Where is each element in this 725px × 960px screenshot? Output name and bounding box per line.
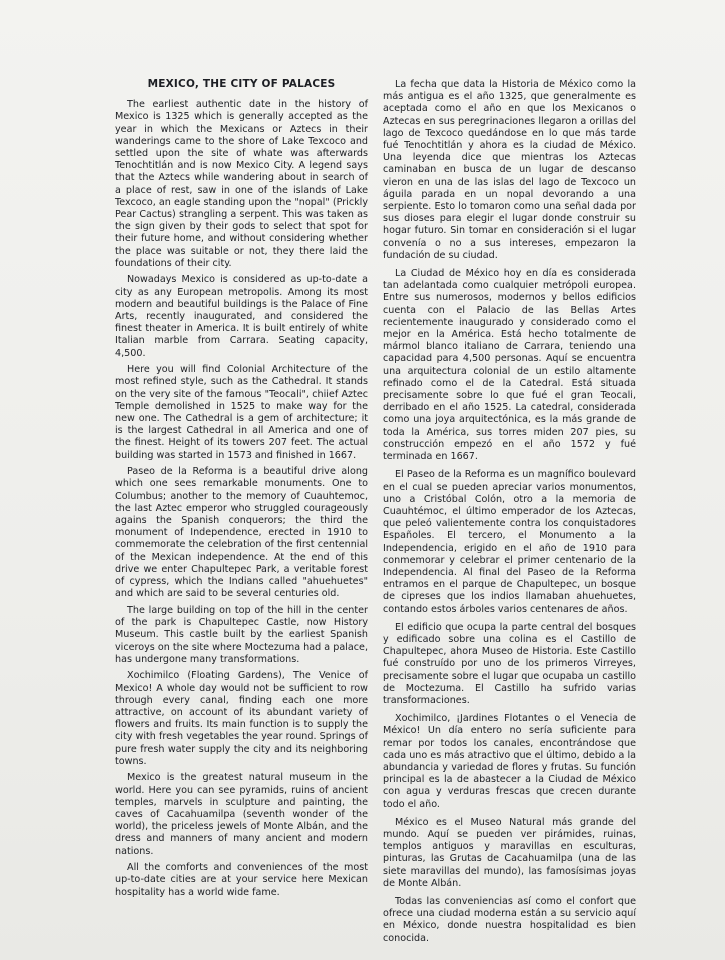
english-paragraph: Here you will find Colonial Architecture of the most refined style, such as the Cathedral. It stands on the very site of the famous "Teocali", chiief Aztec Temple demolished in 1525 to make way for the new one. The Cathedral is a gem of architecture; it is the largest Cathedral in all America and one of the finest. Height of its towers 207 feet. The actual building was started in 1573 and finished in 1667.: [115, 364, 368, 461]
spanish-paragraph: El edificio que ocupa la parte central del bosques y edificado sobre una colina es el Castillo de Chapultepec, ahora Museo de Historia. Este Castillo fué construído por uno de los primeros Virreyes, precisamente sobre el lugar que ocupaba un castillo de Moctezuma. El Castillo ha sufrido varias transformaciones.: [383, 621, 636, 706]
spanish-paragraph: La fecha que data la Historia de México como la más antigua es el año 1325, que generalmente es aceptada como el año en que los Mexicanos o Aztecas en sus peregrinaciones llegaron a orillas del lago de Texcoco quedándose en lo que más tarde fué Tenochtitlán y ahora es la ciudad de México. Una leyenda dice que mientras los Aztecas caminaban en busca de un lugar de descanso vieron en una de las islas del lago de Texcoco un águila parada en un nopal devorando a una serpiente. Esto lo tomaron como una señal dada por sus dioses para elegir el lugar donde construir su hogar futuro. Sin tomar en consideración si el lugar convenía o no a sus intereses, empezaron la fundación de su ciudad.: [383, 79, 636, 261]
spanish-paragraph: El Paseo de la Reforma es un magnífico boulevard en el cual se pueden apreciar varios monumentos, uno a Cristóbal Colón, otro a la memoria de Cuauhtémoc, el último emperador de los Aztecas, que peleó valientemente contra los conquistadores Españoles. El tercero, el Monumento a la Independencia, erigido en el año de 1910 para conmemorar y celebrar el primer centenario de la Independencia. Al final del Paseo de la Reforma entramos en el parque de Chapultepec, un bosque de cipreses que los indios llamaban ahuehuetes, contando estos árboles varios centenares de años.: [383, 469, 636, 615]
spanish-paragraph: México es el Museo Natural más grande del mundo. Aquí se pueden ver pirámides, ruinas, templos antiguos y maravillas en esculturas, pinturas, las Grutas de Cacahuamilpa (una de las siete maravillas del mundo), las famosísimas joyas de Monte Albán.: [383, 816, 636, 889]
english-paragraph: Mexico is the greatest natural museum in the world. Here you can see pyramids, ruins of ancient temples, marvels in sculpture and painting, the caves of Cacahuamilpa (seventh wonder of the world), the priceless jewels of Monte Albán, and the dress and manners of many ancient and modern nations.: [115, 772, 368, 857]
english-paragraph: The earliest authentic date in the history of Mexico is 1325 which is generally accepted as the year in which the Mexicans or Aztecs in their wanderings came to the shore of Lake Texcoco and settled upon the site of whate was afterwards Tenochtitlán and is now Mexico City. A legend says that the Aztecs while wandering about in search of a place of rest, saw in one of the islands of Lake Texcoco, an eagle standing upon the "nopal" (Prickly Pear Cactus) strangling a serpent. This was taken as the sign given by their gods to select that spot for their future home, and without considering whether the place was suitable or not, they there laid the foundations of their city.: [115, 99, 368, 269]
english-paragraph: The large building on top of the hill in the center of the park is Chapultepec Castle, now History Museum. This castle built by the earliest Spanish viceroys on the site where Moctezuma had a palace, has undergone many transformations.: [115, 604, 368, 665]
page-title: MEXICO, THE CITY OF PALACES: [147, 78, 336, 90]
english-paragraph: Nowadays Mexico is considered as up-to-date a city as any European metropolis. Among its most modern and beautiful buildings is the Palace of Fine Arts, recently inaugurated, and considered the finest theater in America. It is built entirely of white Italian marble from Carrara. Seating capacity, 4,500.: [115, 274, 368, 359]
spanish-paragraph: Todas las conveniencias así como el confort que ofrece una ciudad moderna están a su servicio aquí en México, donde nuestra hospitalidad es bien conocida.: [383, 896, 636, 944]
spanish-paragraph: Xochimilco, ¡Jardines Flotantes o el Venecia de México! Un día entero no sería suficiente para remar por todos los canales, encontrándose que cada uno es más atractivo que el último, debido a la abundancia y variedad de flores y frutas. Su función principal es la de abastecer a la Ciudad de México con agua y verduras frescas que crecen durante todo el año.: [383, 713, 636, 810]
spanish-column: [383, 79, 636, 951]
english-column: [115, 78, 368, 903]
english-paragraph: Xochimilco (Floating Gardens), The Venice of Mexico! A whole day would not be sufficient to row through every canal, finding each one more attractive, on account of its abundant variety of flowers and fruits. Its main function is to supply the city with fresh vegetables the year round. Springs of pure fresh water supply the city and its neighboring towns.: [115, 670, 368, 767]
english-paragraph: All the comforts and conveniences of the most up-to-date cities are at your service here Mexican hospitality has a world wide fame.: [115, 862, 368, 898]
english-paragraph: Paseo de la Reforma is a beautiful drive along which one sees remarkable monuments. One to Columbus; another to the memory of Cuauhtemoc, the last Aztec emperor who struggled courageously agains the Spanish conquerors; the third the monument of Independence, erected in 1910 to commemorate the celebration of the first centennial of the Mexican independence. At the end of this drive we enter Chapultepec Park, a veritable forest of cypress, which the Indians called "ahuehuetes" and which are said to be several centuries old.: [115, 466, 368, 600]
spanish-paragraph: La Ciudad de México hoy en día es considerada tan adelantada como cualquier metrópoli europea. Entre sus numerosos, modernos y bellos edificios cuenta con el Palacio de las Bellas Artes recientemente inaugurado y considerado como el mejor en la América. Está hecho totalmente de mármol blanco italiano de Carrara, teniendo una capacidad para 4,500 personas. Aquí se encuentra una arquitectura colonial de un estilo altamente refinado como el de la Catedral. Está situada precisamente sobre lo que fué el gran Teocali, derribado en el año 1525. La catedral, considerada como una joya arquitectónica, es la más grande de toda la América, sus torres miden 207 pies, su construcción empezó en el año 1572 y fué terminada en 1667.: [383, 268, 636, 463]
